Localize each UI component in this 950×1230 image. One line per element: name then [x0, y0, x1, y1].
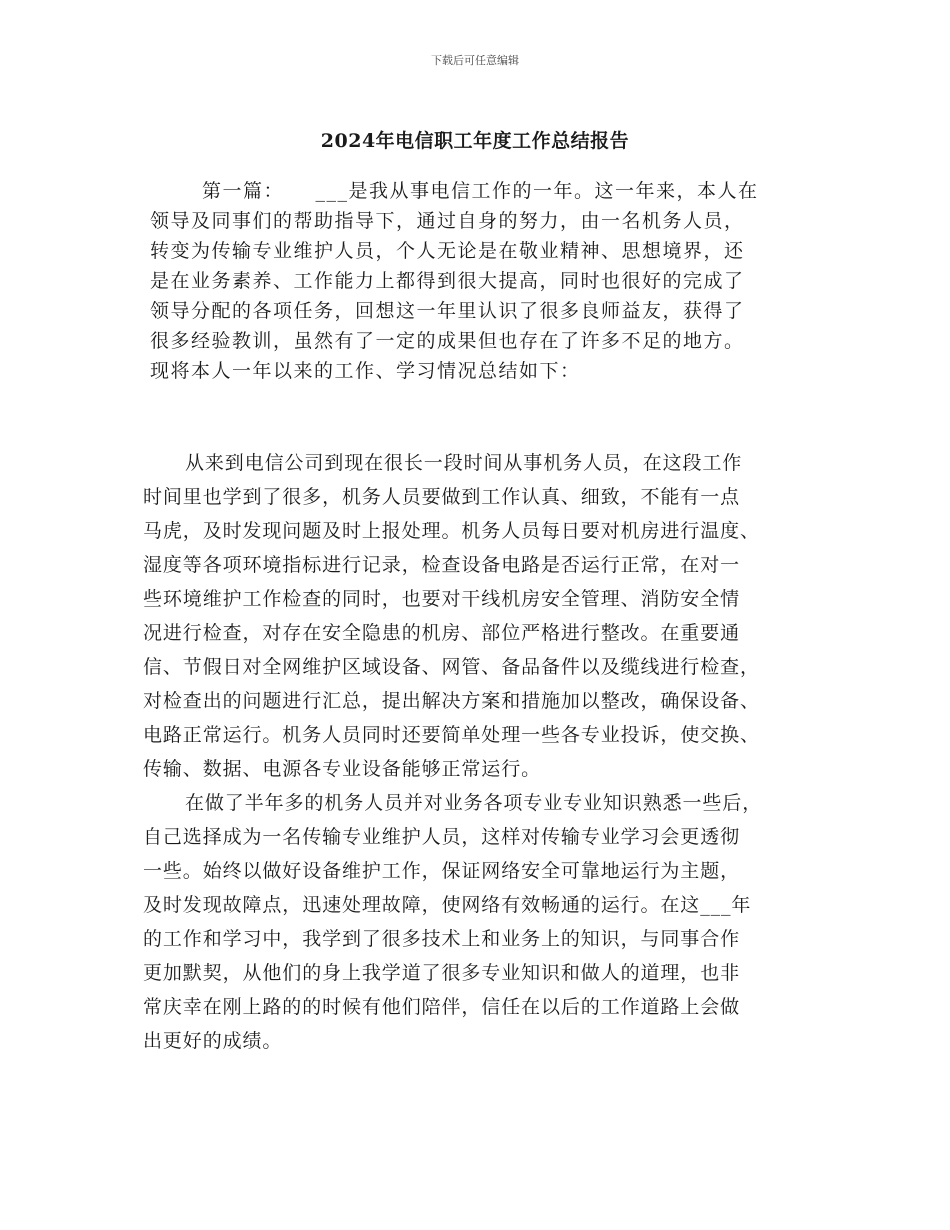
page-header-note: 下载后可任意编辑: [431, 54, 519, 67]
text-line: 况进行检查，对存在安全隐患的机房、部位严格进行整改。在重要通: [143, 622, 741, 644]
intro-paragraph: [150, 176, 810, 386]
body-text: [143, 446, 828, 1058]
text-line: 些环境维护工作检查的同时，也要对干线机房安全管理、消防安全情: [143, 588, 741, 610]
text-line: 在做了半年多的机务人员并对业务各项专业专业知识熟悉一些后，: [185, 792, 763, 814]
text-line: 领导分配的各项任务，回想这一年里认识了很多良师益友，获得了: [150, 300, 745, 322]
text-line: 从来到电信公司到现在很长一段时间从事机务人员，在这段工作: [185, 452, 743, 474]
text-line: 马虎，及时发现问题及时上报处理。机务人员每日要对机房进行温度、: [143, 520, 760, 542]
text-line: 更加默契，从他们的身上我学道了很多专业知识和做人的道理，也非: [143, 962, 741, 984]
text-line: 及时发现故障点，迅速处理故障，使网络有效畅通的运行。在这___年: [143, 894, 752, 916]
text-line: 第一篇： ___是我从事电信工作的一年。这一年来，本人在: [202, 180, 759, 202]
text-line: 湿度等各项环境指标进行记录，检查设备电路是否运行正常，在对一: [143, 554, 741, 576]
text-line: 对检查出的问题进行汇总，提出解决方案和措施加以整改，确保设备、: [143, 690, 760, 712]
text-line: 常庆幸在刚上路的的时候有他们陪伴，信任在以后的工作道路上会做: [143, 996, 741, 1018]
text-line: 出更好的成绩。: [143, 1030, 283, 1052]
text-line: 转变为传输专业维护人员，个人无论是在敬业精神、思想境界，还: [150, 240, 745, 262]
text-line: 传输、数据、电源各专业设备能够正常运行。: [143, 758, 542, 780]
text-line: 时间里也学到了很多，机务人员要做到工作认真、细致，不能有一点: [143, 486, 741, 508]
text-line: 的工作和学习中，我学到了很多技术上和业务上的知识，与同事合作: [143, 928, 741, 950]
text-line: 领导及同事们的帮助指导下，通过自身的努力，由一名机务人员，: [150, 210, 745, 232]
text-line: 是在业务素养、工作能力上都得到很大提高，同时也很好的完成了: [150, 270, 745, 292]
document-title: 2024年电信职工年度工作总结报告: [320, 130, 630, 152]
text-line: 很多经验教训，虽然有了一定的成果但也存在了许多不足的地方。: [150, 330, 745, 352]
text-line: 现将本人一年以来的工作、学习情况总结如下：: [150, 360, 581, 382]
text-line: 信、节假日对全网维护区域设备、网管、备品备件以及缆线进行检查，: [143, 656, 760, 678]
paragraph-2: [143, 786, 828, 1058]
text-line: 电路正常运行。机务人员同时还要简单处理一些各专业投诉，使交换、: [143, 724, 760, 746]
paragraph-1: [143, 446, 828, 786]
text-line: 自己选择成为一名传输专业维护人员，这样对传输专业学习会更透彻: [143, 826, 741, 848]
text-line: 一些。始终以做好设备维护工作，保证网络安全可靠地运行为主题，: [143, 860, 741, 882]
